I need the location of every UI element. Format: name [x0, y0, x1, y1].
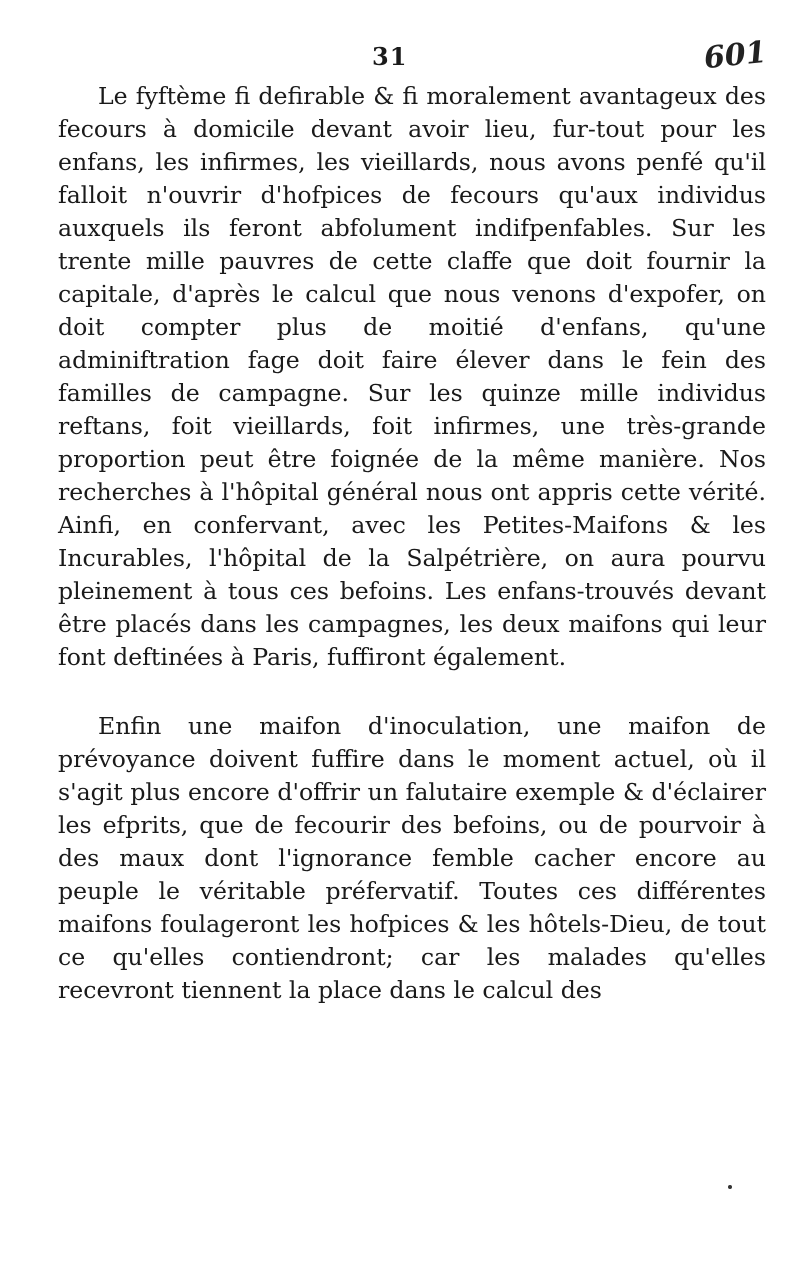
handwritten-folio-number: 601: [702, 34, 769, 77]
paragraph-1: Le fyftème fi defirable & fi moralement avantageux des fecours à domicile devant avoir lieu, fur-tout pour les enfans, les infirmes, les vieillards, nous avons penfé qu'il falloit n'ouvrir d'hofpices de fecours qu'aux individus auxquels ils feront abfolument indifpenfables. Sur les trente mille pauvres de cette claffe que doit fournir la capitale, d'après le calcul que nous venons d'expofer, on doit compter plus de moitié d'enfans, qu'une adminiftration fage doit faire élever dans le fein des familles de campagne. Sur les quinze mille individus reftans, foit vieillards, foit infirmes, une très-grande proportion peut être foignée de la même manière. Nos recherches à l'hôpital général nous ont appris cette vérité. Ainfi, en confervant, avec les Petites-Maifons & les Incurables, l'hôpital de la Salpétrière, on aura pourvu pleinement à tous ces befoins. Les enfans-trouvés devant être placés dans les campagnes, les deux maifons qui leur font deftinées à Paris, fuffiront également.: [58, 82, 766, 671]
ink-speck: [728, 1185, 732, 1189]
page-number: 31: [372, 42, 408, 71]
paragraph-2: Enfin une maifon d'inoculation, une maifon de prévoyance doivent fuffire dans le moment actuel, où il s'agit plus encore d'offrir un falutaire exemple & d'éclairer les efprits, que de fecourir des befoins, ou de pourvoir à des maux dont l'ignorance femble cacher encore au peuple le véritable préfervatif. Toutes ces différentes maifons foulageront les hofpices & les hôtels-Dieu, de tout ce qu'elles contiendront; car les malades qu'elles recevront tiennent la place dans le calcul des: [58, 712, 766, 1004]
body-text: [58, 80, 766, 1007]
